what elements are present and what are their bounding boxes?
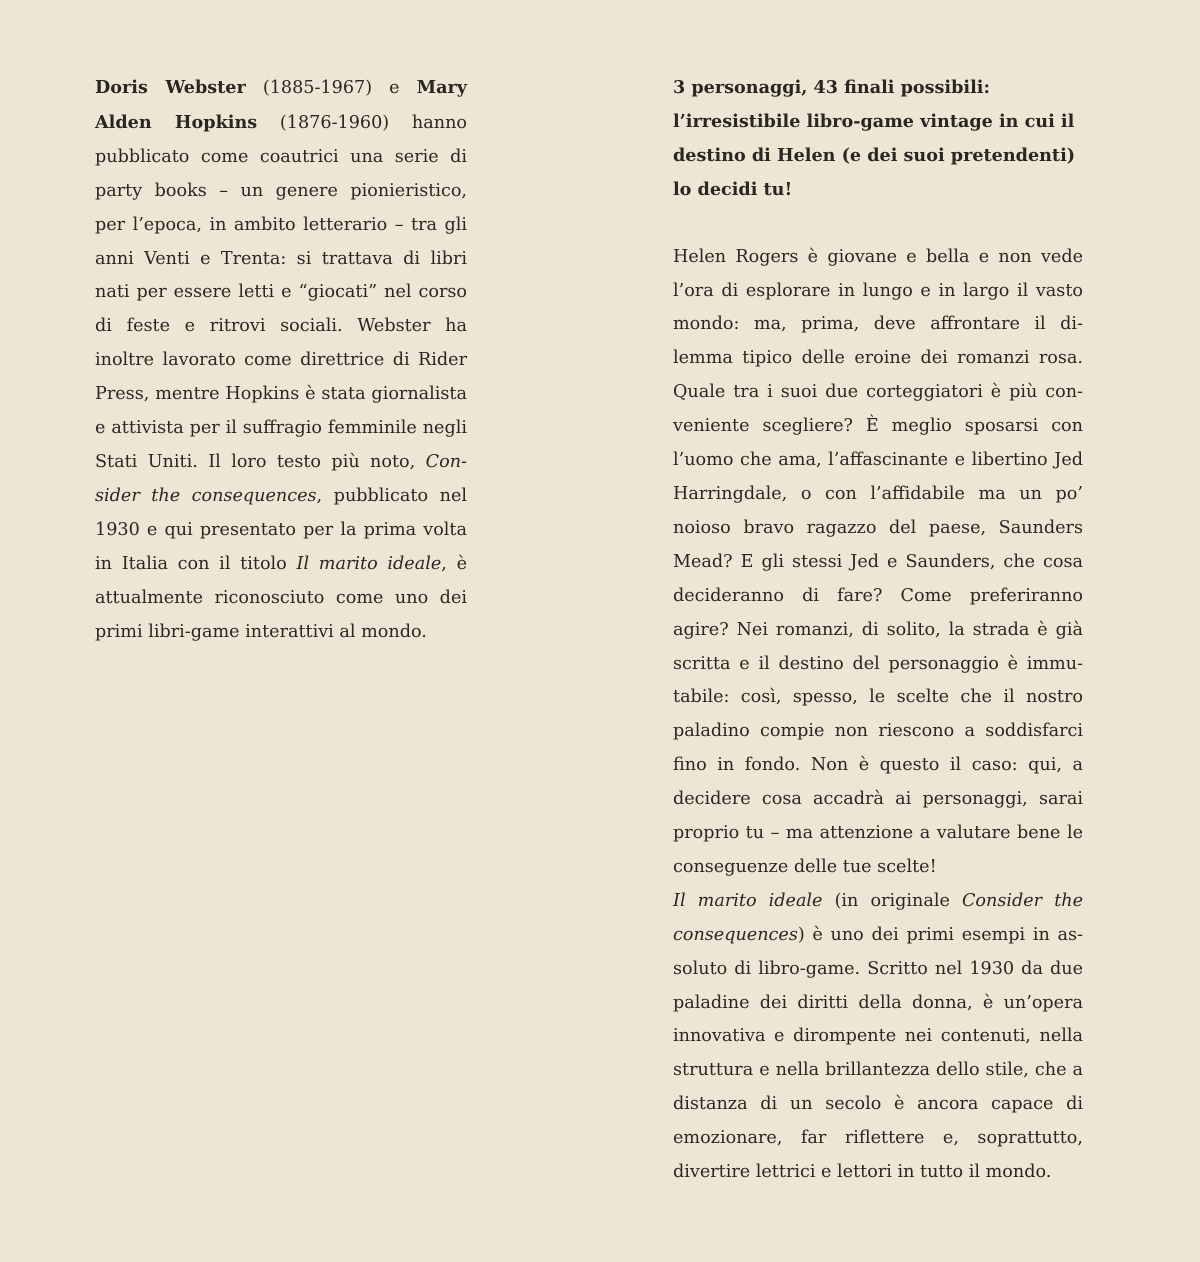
author1-name: Doris Webster (95, 77, 246, 98)
blurb-tagline: 3 personaggi, 43 finali possibili: l’irresistibile libro-game vintage in cui il destino di Helen (e dei suoi pretendenti) lo decidi tu! (673, 77, 1076, 200)
blurb-paragraph-2 (673, 885, 1083, 1190)
blurb-original-title: Consider the consequences (673, 890, 1084, 945)
author-bio-text-1: (1876-1960) hanno pubblicato come coautrici una serie di party books – un genere pionieristico, per l’epoca, in ambito letterario – tra gli anni Venti e Trenta: si trattava di libri nati per essere letti e “giocati” nel corso di feste e ritrovi sociali. Webster ha inoltre lavorato come direttrice di Rider Press, mentre Hopkins è stata giornalista e attivista per il suffragio femminile negli Stati Uniti. Il loro testo più noto, (95, 112, 467, 472)
author-bio-text-3: , è attualmente riconosciuto come uno dei primi libri-game interattivi al mondo. (95, 553, 467, 642)
blurb-p2-text-2: ) è uno dei primi esempi in assoluto di libro-game. Scritto nel 1930 da due paladine dei diritti della donna, è un’opera innovativa e dirompente nei contenuti, nella struttura e nella brillantezza dello stile, che a distanza di un secolo è ancora capace di emozionare, far riflettere e, soprattutto, divertire lettrici e lettori in tutto il mondo. (673, 924, 1083, 1183)
blurb-column (673, 71, 1083, 1190)
author-bio-column (95, 71, 467, 649)
italian-title: Il marito ideale (296, 553, 442, 574)
author-bio-paragraph (95, 71, 467, 649)
original-title: Consider the consequences (95, 451, 467, 506)
blurb-paragraph-1: Helen Rogers è giovane e bella e non vede l’ora di esplorare in lungo e in largo il vasto mondo: ma, prima, deve affrontare il dilemma tipico delle eroine dei romanzi rosa. Quale tra i suoi due corteggiatori è più conveniente scegliere? È meglio sposarsi con l’uomo che ama, l’affascinante e libertino Jed Harringdale, o con l’affidabile ma un po’ noioso bravo ragazzo del paese, Saunders Mead? E gli stessi Jed e Saunders, che cosa decideranno di fare? Come preferiranno agire? Nei romanzi, di solito, la strada è già scritta e il destino del personaggio è immutabile: così, spesso, le scelte che il nostro paladino compie non riescono a soddisfarci fino in fondo. Non è questo il caso: qui, a decidere cosa accadrà ai personaggi, sarai proprio tu – ma attenzione a valutare bene le conseguenze delle tue scelte! (673, 246, 1083, 877)
blurb-p2-text-1: (in originale (822, 890, 962, 911)
author1-years: (1885-1967) e (245, 78, 417, 98)
author-bio-text-2: , pubblicato nel 1930 e qui presentato per la prima volta in Italia con il titolo (95, 485, 467, 574)
blurb-italian-title: Il marito ideale (673, 890, 823, 911)
author2-name: Mary Alden Hopkins (95, 77, 467, 133)
